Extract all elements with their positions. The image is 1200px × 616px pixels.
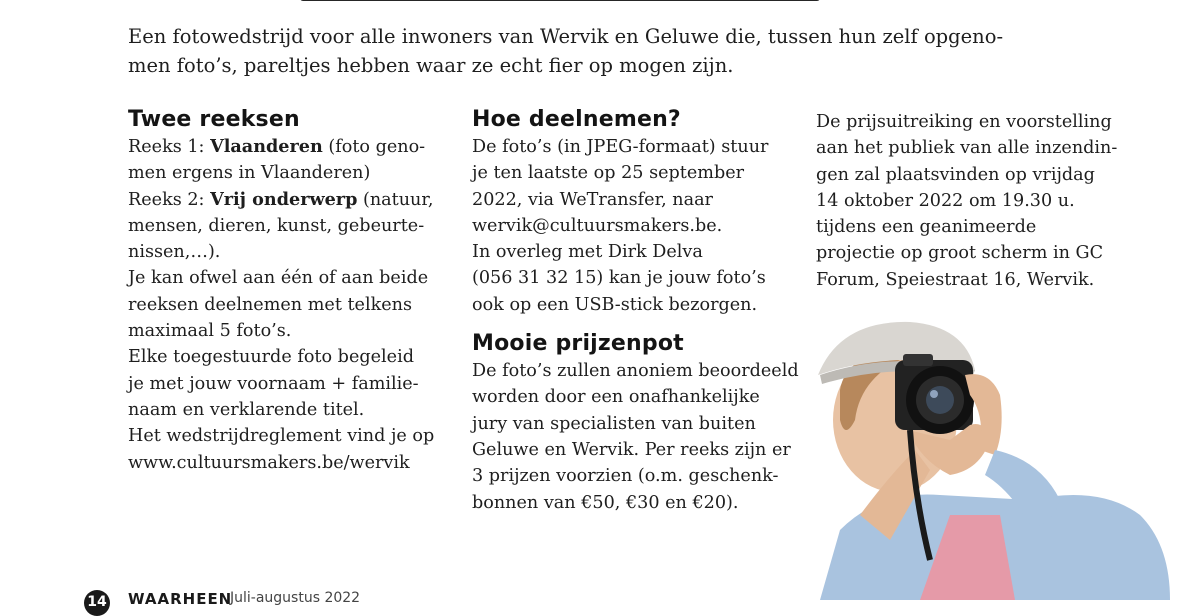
magazine-name: WAARHEEN [128,590,233,608]
prijsuitreiking-info: De prijsuitreiking en voorstelling aan het publiek van alle inzendin- gen zal plaatsvinden op vrijdag 14 oktober 2022 om 19.30 u. tijdens een geanimeerde projectie op groot scherm in GC Forum, Speiestraat 16, Wervik. [816,112,1118,290]
insturen-info: De foto’s (in JPEG-formaat) stuur je ten laatste op 25 september 2022, via WeTransfer, naar wervik@cultuursmakers.be. [472,137,769,236]
column-twee-reeksen [128,106,448,476]
page-number: 14 [84,590,110,616]
intro-paragraph: Een fotowedstrijd voor alle inwoners van Wervik en Geluwe die, tussen hun zelf opgeno- men foto’s, pareltjes hebben waar ze echt fier op mogen zijn. [128,25,1004,77]
usb-info: In overleg met Dirk Delva (056 31 32 15) kan je jouw foto’s ook op een USB-stick bezorgen. [472,242,766,315]
reeks-1-title: Vlaanderen [210,136,323,157]
issue-date: Juli-augustus 2022 [230,590,361,606]
reeks-2-title: Vrij onderwerp [210,188,358,210]
prijzen-info: De foto’s zullen anoniem beoordeeld worden door een onafhankelijke jury van specialisten van buiten Geluwe en Wervik. Per reeks zijn er 3 prijzen voorzien (o.m. geschenk- bonnen van €50, €30 en €20). [472,361,799,513]
previous-line-cut-off [300,0,820,1]
foto-begeleiding-info: Elke toegestuurde foto begeleid je met jouw voornaam + familie- naam en verklarende titel. [128,347,419,420]
reeks-1-text: Reeks 1: Vlaanderen (foto geno- men ergens in Vlaanderen) [128,136,426,184]
reglement-info: Het wedstrijdreglement vind je op www.cultuursmakers.be/wervik [128,426,435,473]
deelname-info: Je kan ofwel aan één of aan beide reeksen deelnemen met telkens maximaal 5 foto’s. [128,268,429,342]
heading-hoe-deelnemen: Hoe deelnemen? [472,107,681,132]
heading-mooie-prijzenpot: Mooie prijzenpot [472,331,684,357]
heading-twee-reeksen: Twee reeksen [128,107,300,132]
column-hoe-deelnemen [472,106,802,516]
reeks-2-text: Reeks 2: Vrij onderwerp (natuur, mensen, dieren, kunst, gebeurte- nissen,…). [128,188,434,263]
photographer-photo [800,300,1200,600]
page-footer [84,586,504,610]
column-prijsuitreiking [816,109,1146,293]
